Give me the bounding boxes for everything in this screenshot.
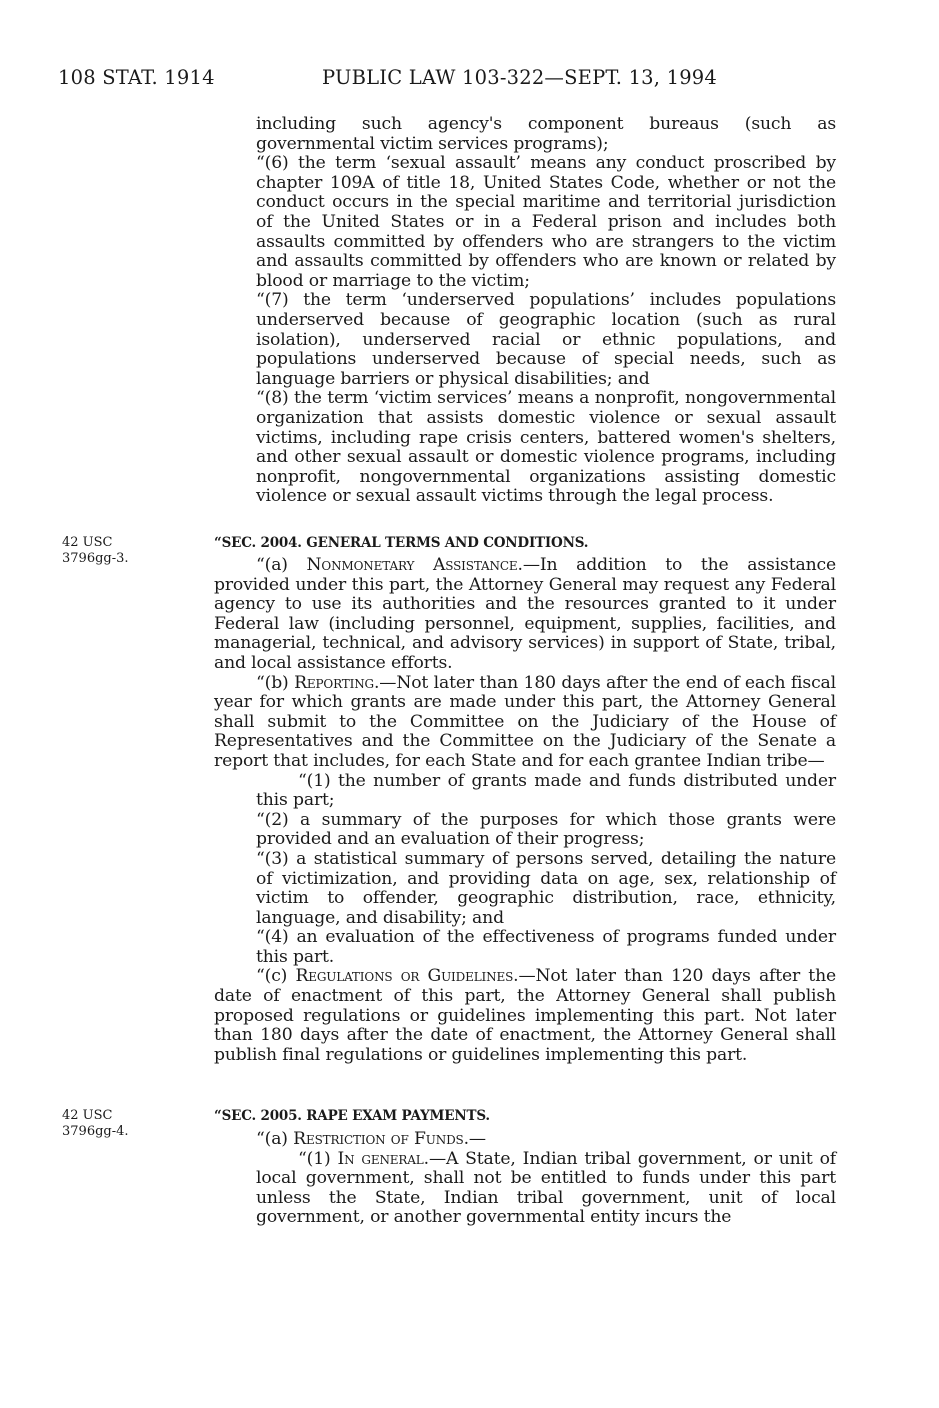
subsection-c-prefix: “(c)	[256, 966, 296, 987]
definition-6-text: “(6) the term ‘sexual assault’ means any conduct proscribed by chapter 109A of title 18, United States Code, whether or not the conduct occurs in the special maritime and territorial jurisdiction of the United States or in a Federal prison and includes both assaults committed by offenders who are strangers to the victim and assaults committed by offenders who are known or related by blood or marriage to the victim;	[256, 153, 836, 291]
subsection-b-prefix: “(b)	[256, 672, 295, 693]
paragraph-a1-text: —A State, Indian tribal government, or unit of local government, shall not be entitled to funds under this part unless the State, Indian tribal government, unit of local government, or another governmental entity incurs the	[256, 1148, 836, 1228]
subsection-b-title: Reporting.	[294, 672, 380, 693]
margin-note-line1: 42 USC	[62, 1108, 113, 1123]
subsection-a-prefix: “(a)	[256, 555, 307, 575]
margin-note-line2: 3796gg-4.	[62, 1124, 129, 1139]
paragraph-b2	[214, 811, 836, 850]
continued-paragraph: including such agency's component bureaus (such as governmental victim services programs);	[256, 114, 836, 154]
subsection-a-text: —In addition to the assistance provided under this part, the Attorney General may request any Federal agency to use its authorities and the resources granted to it under Federal law (including personnel, equipment, supplies, facilities, and managerial, technical, and advisory services) in support of State, tribal, and local assistance efforts.	[214, 555, 836, 673]
section-2004-heading: “SEC. 2004. GENERAL TERMS AND CONDITIONS.	[214, 535, 589, 551]
stat-page-number: 108 STAT. 1914	[58, 66, 215, 89]
subsection-a	[214, 1130, 836, 1150]
margin-note-line2: 3796gg-3.	[62, 551, 129, 566]
subsection-b	[214, 674, 836, 772]
paragraph-b4-text: “(4) an evaluation of the effectiveness of programs funded under this part.	[256, 927, 836, 967]
paragraph-a1	[214, 1150, 836, 1228]
margin-note-line1: 42 USC	[62, 535, 113, 550]
subsection-a-prefix: “(a)	[256, 1129, 294, 1149]
definition-8	[214, 389, 836, 507]
definition-6	[214, 154, 836, 291]
subsection-a-title: Restriction of Funds.	[293, 1129, 469, 1149]
subsection-c-title: Regulations or Guidelines.	[295, 966, 519, 987]
paragraph-b3	[214, 850, 836, 928]
definition-8-text: “(8) the term ‘victim services’ means a nonprofit, nongovernmental organization that assists domestic violence or sexual assault victims, including rape crisis centers, battered women's shelters, and other sexual assault or domestic violence programs, including nonprofit, nongovernmental organizations assisting domestic violence or sexual assault victims through the legal process.	[256, 388, 836, 507]
subsection-b-text: —Not later than 180 days after the end of each fiscal year for which grants are made under this part, the Attorney General shall submit to the Committee on the Judiciary of the House of Representatives and the Committee on the Judiciary of the Senate a report that includes, for each State and for each grantee Indian tribe—	[214, 672, 836, 771]
paragraph-a1-prefix: “(1)	[298, 1148, 338, 1169]
margin-note-usc	[62, 535, 129, 567]
paragraph-b1	[214, 772, 836, 811]
section-2004-body	[214, 556, 836, 1065]
paragraph-b4	[214, 928, 836, 967]
running-header-title: PUBLIC LAW 103-322—SEPT. 13, 1994	[322, 66, 718, 89]
paragraph-a1-title: In general.	[337, 1148, 429, 1169]
subsection-a	[214, 556, 836, 674]
paragraph-b3-text: “(3) a statistical summary of persons served, detailing the nature of victimization, and providing data on age, sex, relationship of victim to offender, geographic distribution, race, ethnicity, language, and disability; and	[256, 848, 836, 928]
subsection-c	[214, 967, 836, 1065]
subsection-a-dash: —	[468, 1129, 486, 1149]
subsection-c-text: —Not later than 120 days after the date of enactment of this part, the Attorney General shall publish proposed regulations or guidelines implementing this part. Not later than 180 days after the date of enactment, the Attorney General shall publish final regulations or guidelines implementing this part.	[214, 966, 837, 1065]
subsection-a-title: Nonmonetary Assistance.	[306, 555, 523, 575]
definition-7	[214, 291, 836, 389]
margin-note-usc	[62, 1108, 129, 1140]
definitions-block	[214, 115, 836, 507]
section-2005-heading: “SEC. 2005. RAPE EXAM PAYMENTS.	[214, 1108, 490, 1124]
section-2005-body	[214, 1130, 836, 1228]
definition-7-text: “(7) the term ‘underserved populations’ includes populations underserved because of geographic location (such as rural isolation), underserved racial or ethnic populations, and populations underserved because of special needs, such as language barriers or physical disabilities; and	[256, 290, 836, 389]
paragraph-b1-text: “(1) the number of grants made and funds distributed under this part;	[256, 770, 836, 811]
paragraph-b2-text: “(2) a summary of the purposes for which those grants were provided and an evaluation of their progress;	[256, 809, 836, 850]
